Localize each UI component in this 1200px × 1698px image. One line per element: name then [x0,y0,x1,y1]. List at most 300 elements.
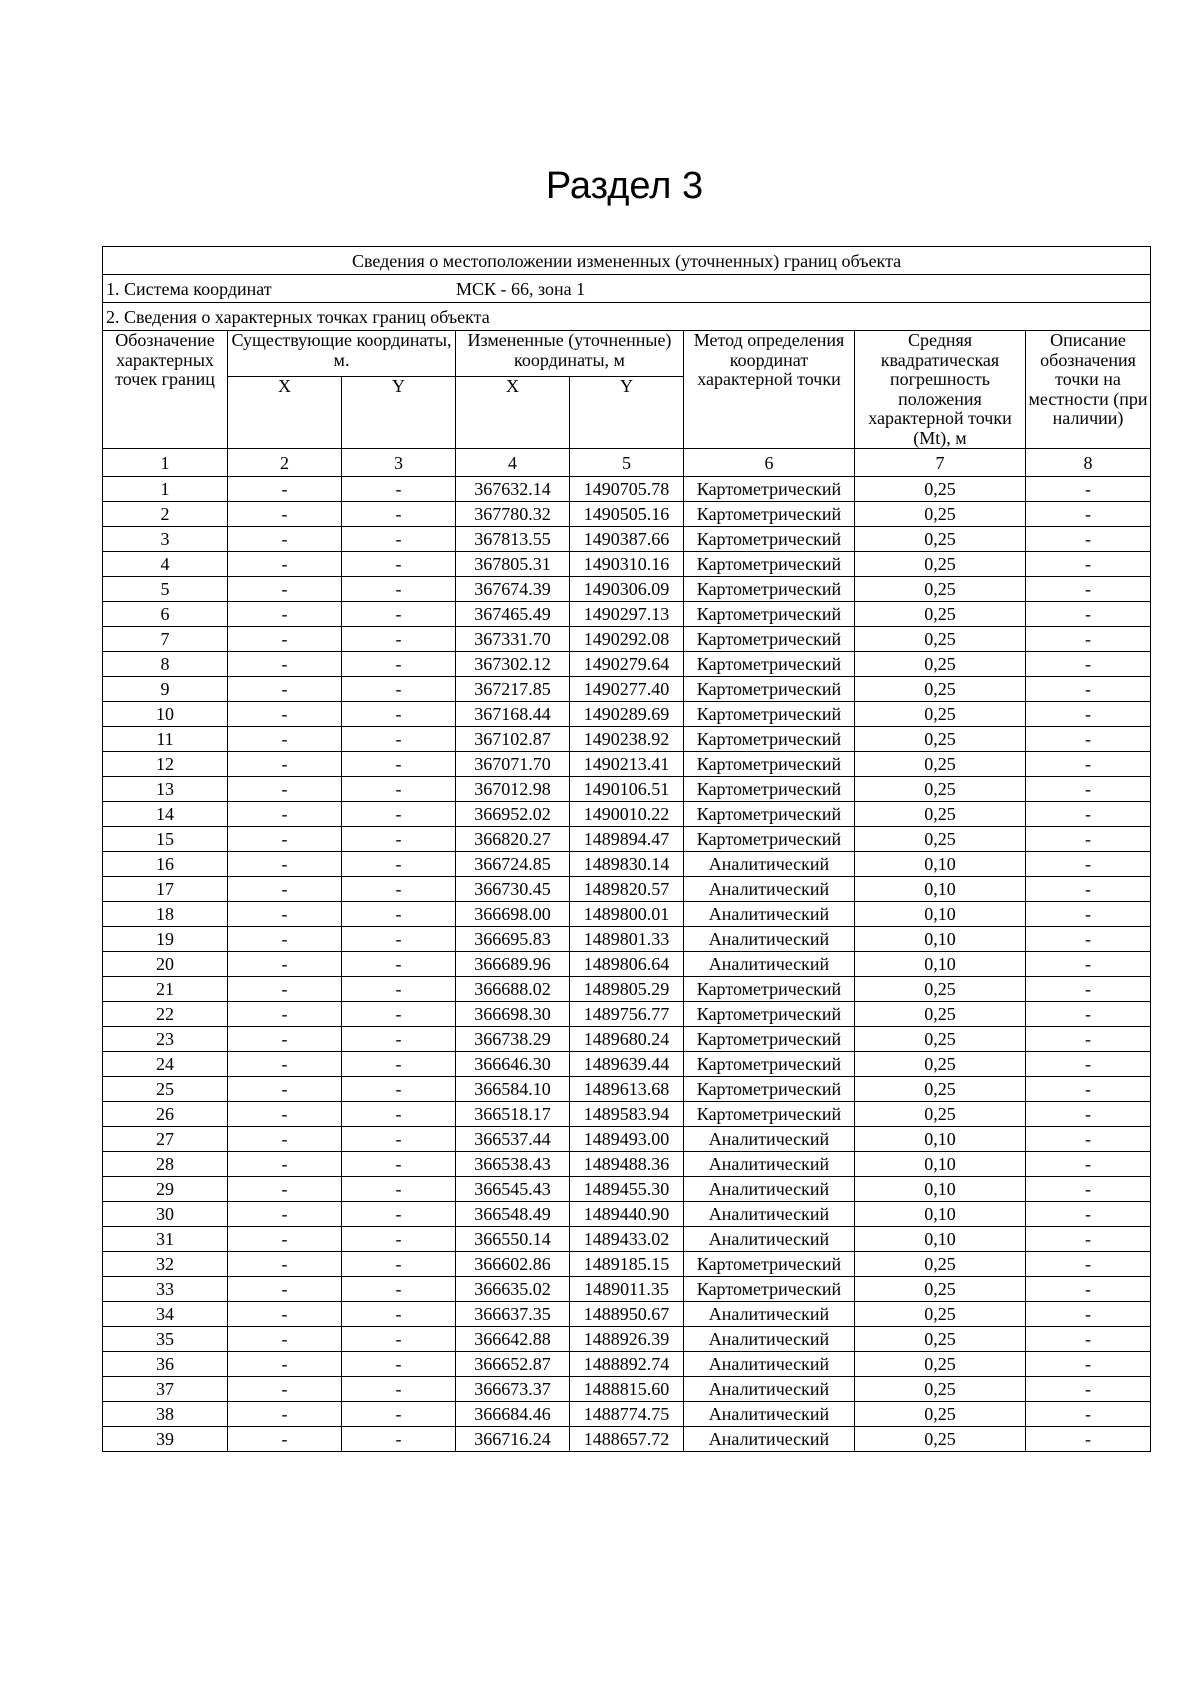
cell-existing-y: - [342,527,456,552]
cell-existing-x: - [228,852,342,877]
cell-description: - [1026,1077,1151,1102]
cell-description: - [1026,527,1151,552]
cell-existing-y: - [342,852,456,877]
cell-existing-x: - [228,477,342,502]
cell-changed-y: 1489680.24 [570,1027,684,1052]
column-number: 1 [103,449,228,477]
cell-point-number: 36 [103,1352,228,1377]
cell-point-number: 35 [103,1327,228,1352]
cell-method: Аналитический [684,1402,855,1427]
cell-description: - [1026,577,1151,602]
cell-method: Аналитический [684,1427,855,1452]
cell-error: 0,25 [855,827,1026,852]
cell-error: 0,10 [855,1127,1026,1152]
cell-changed-y: 1490289.69 [570,702,684,727]
cell-description: - [1026,1027,1151,1052]
cell-description: - [1026,902,1151,927]
cell-changed-y: 1489805.29 [570,977,684,1002]
cell-existing-x: - [228,1002,342,1027]
cell-existing-x: - [228,552,342,577]
cell-point-number: 25 [103,1077,228,1102]
cell-existing-x: - [228,627,342,652]
table-row [103,1177,1151,1202]
cell-description: - [1026,702,1151,727]
cell-point-number: 12 [103,752,228,777]
cell-error: 0,25 [855,552,1026,577]
cell-changed-x: 367780.32 [456,502,570,527]
cell-existing-x: - [228,1127,342,1152]
cell-description: - [1026,877,1151,902]
cell-changed-y: 1489433.02 [570,1227,684,1252]
column-number-row [103,449,1151,477]
cell-existing-y: - [342,1277,456,1302]
cell-changed-y: 1488926.39 [570,1327,684,1352]
column-number: 3 [342,449,456,477]
table-row [103,477,1151,502]
cell-method: Аналитический [684,1377,855,1402]
cell-existing-y: - [342,1302,456,1327]
cell-changed-y: 1490292.08 [570,627,684,652]
cell-existing-x: - [228,1277,342,1302]
cell-existing-y: - [342,552,456,577]
cell-existing-y: - [342,502,456,527]
cell-description: - [1026,977,1151,1002]
cell-method: Картометрический [684,652,855,677]
cell-existing-y: - [342,1177,456,1202]
cell-changed-x: 367217.85 [456,677,570,702]
cell-description: - [1026,627,1151,652]
cell-existing-x: - [228,1427,342,1452]
cell-changed-x: 367012.98 [456,777,570,802]
table-row [103,852,1151,877]
cell-existing-x: - [228,1327,342,1352]
cell-point-number: 5 [103,577,228,602]
header-point-designation: Обозначение характерных точек границ [103,331,228,449]
cell-existing-x: - [228,1177,342,1202]
cell-changed-x: 366537.44 [456,1127,570,1152]
cell-method: Картометрический [684,702,855,727]
cell-existing-x: - [228,702,342,727]
cell-changed-x: 367813.55 [456,527,570,552]
cell-changed-y: 1489488.36 [570,1152,684,1177]
table-row [103,1002,1151,1027]
cell-method: Картометрический [684,552,855,577]
cell-error: 0,10 [855,877,1026,902]
cell-changed-y: 1489583.94 [570,1102,684,1127]
cell-error: 0,10 [855,1152,1026,1177]
cell-description: - [1026,1352,1151,1377]
table-row [103,1127,1151,1152]
cell-point-number: 23 [103,1027,228,1052]
cell-changed-x: 367632.14 [456,477,570,502]
cell-changed-y: 1490213.41 [570,752,684,777]
cell-description: - [1026,1052,1151,1077]
cell-existing-x: - [228,802,342,827]
header-existing-x: X [228,376,342,448]
table-row [103,577,1151,602]
cell-changed-x: 366584.10 [456,1077,570,1102]
table-row [103,1402,1151,1427]
cell-description: - [1026,1302,1151,1327]
cell-existing-x: - [228,1052,342,1077]
cell-description: - [1026,1377,1151,1402]
table-row [103,527,1151,552]
cell-existing-y: - [342,1027,456,1052]
cell-method: Аналитический [684,1177,855,1202]
cell-point-number: 4 [103,552,228,577]
cell-description: - [1026,602,1151,627]
cell-existing-y: - [342,1152,456,1177]
cell-existing-y: - [342,1427,456,1452]
cell-method: Картометрический [684,1002,855,1027]
cell-point-number: 28 [103,1152,228,1177]
header-changed-y: Y [570,376,684,448]
cell-changed-y: 1490306.09 [570,577,684,602]
cell-existing-x: - [228,1402,342,1427]
cell-point-number: 19 [103,927,228,952]
cell-error: 0,10 [855,1177,1026,1202]
cell-description: - [1026,652,1151,677]
cell-existing-y: - [342,1202,456,1227]
column-number: 6 [684,449,855,477]
cell-error: 0,25 [855,1002,1026,1027]
table-row [103,827,1151,852]
cell-changed-x: 367674.39 [456,577,570,602]
cell-method: Картометрический [684,602,855,627]
table-row [103,752,1151,777]
cell-changed-y: 1488774.75 [570,1402,684,1427]
cell-point-number: 29 [103,1177,228,1202]
cell-error: 0,25 [855,1427,1026,1452]
cell-point-number: 22 [103,1002,228,1027]
cell-existing-x: - [228,1102,342,1127]
cell-point-number: 8 [103,652,228,677]
cell-existing-x: - [228,927,342,952]
cell-existing-y: - [342,602,456,627]
column-number: 7 [855,449,1026,477]
cell-existing-y: - [342,1227,456,1252]
cell-existing-y: - [342,1252,456,1277]
table-row [103,552,1151,577]
cell-point-number: 38 [103,1402,228,1427]
table-row [103,927,1151,952]
cell-existing-y: - [342,677,456,702]
cell-existing-y: - [342,977,456,1002]
cell-description: - [1026,1427,1151,1452]
table-row [103,1227,1151,1252]
points-caption: 2. Сведения о характерных точках границ объекта [103,303,1151,331]
cell-existing-x: - [228,502,342,527]
cell-existing-x: - [228,1152,342,1177]
cell-existing-y: - [342,1052,456,1077]
cell-method: Аналитический [684,902,855,927]
header-description: Описание обозначения точки на местности (при наличии) [1026,331,1151,449]
cell-changed-y: 1490279.64 [570,652,684,677]
cell-changed-y: 1490310.16 [570,552,684,577]
cell-existing-x: - [228,527,342,552]
cell-error: 0,25 [855,1027,1026,1052]
cell-changed-y: 1490010.22 [570,802,684,827]
cell-error: 0,25 [855,777,1026,802]
cell-existing-x: - [228,652,342,677]
cell-method: Картометрический [684,802,855,827]
cell-existing-y: - [342,1077,456,1102]
cell-changed-x: 366545.43 [456,1177,570,1202]
cell-point-number: 16 [103,852,228,877]
cell-point-number: 33 [103,1277,228,1302]
cell-existing-y: - [342,652,456,677]
header-method: Метод определения координат характерной точки [684,331,855,449]
cell-error: 0,25 [855,1252,1026,1277]
cell-error: 0,25 [855,602,1026,627]
cell-point-number: 9 [103,677,228,702]
cell-changed-x: 366673.37 [456,1377,570,1402]
cell-description: - [1026,1402,1151,1427]
section-caption-row [103,247,1151,275]
cell-changed-y: 1489493.00 [570,1127,684,1152]
cell-changed-x: 366637.35 [456,1302,570,1327]
cell-existing-x: - [228,1252,342,1277]
cell-error: 0,25 [855,1077,1026,1102]
cell-error: 0,10 [855,952,1026,977]
header-existing-coords: Существующие координаты, м. [228,331,456,377]
coord-system-row [103,275,1151,303]
cell-changed-x: 366635.02 [456,1277,570,1302]
table-row [103,1377,1151,1402]
cell-point-number: 18 [103,902,228,927]
cell-existing-x: - [228,1227,342,1252]
cell-existing-y: - [342,827,456,852]
cell-method: Аналитический [684,852,855,877]
cell-changed-x: 366688.02 [456,977,570,1002]
cell-changed-y: 1489820.57 [570,877,684,902]
cell-changed-x: 366642.88 [456,1327,570,1352]
cell-changed-x: 366820.27 [456,827,570,852]
table-row [103,602,1151,627]
cell-point-number: 1 [103,477,228,502]
cell-point-number: 15 [103,827,228,852]
cell-error: 0,25 [855,1302,1026,1327]
cell-point-number: 14 [103,802,228,827]
cell-changed-x: 366689.96 [456,952,570,977]
table-row [103,1302,1151,1327]
cell-error: 0,25 [855,477,1026,502]
cell-method: Аналитический [684,1302,855,1327]
cell-changed-x: 366548.49 [456,1202,570,1227]
cell-error: 0,25 [855,1377,1026,1402]
cell-method: Картометрический [684,577,855,602]
coord-system-cell [103,275,1151,303]
table-row [103,777,1151,802]
cell-description: - [1026,1102,1151,1127]
cell-changed-x: 367805.31 [456,552,570,577]
cell-existing-x: - [228,1202,342,1227]
cell-existing-y: - [342,627,456,652]
cell-existing-y: - [342,1352,456,1377]
table-row [103,1077,1151,1102]
cell-changed-y: 1489830.14 [570,852,684,877]
cell-point-number: 32 [103,1252,228,1277]
cell-method: Картометрический [684,827,855,852]
column-number: 4 [456,449,570,477]
cell-method: Аналитический [684,1127,855,1152]
cell-method: Картометрический [684,502,855,527]
cell-method: Картометрический [684,477,855,502]
header-changed-x: X [456,376,570,448]
cell-point-number: 27 [103,1127,228,1152]
cell-description: - [1026,477,1151,502]
cell-changed-x: 366738.29 [456,1027,570,1052]
table-row [103,652,1151,677]
cell-existing-y: - [342,727,456,752]
cell-changed-x: 366698.30 [456,1002,570,1027]
cell-existing-x: - [228,1027,342,1052]
cell-error: 0,25 [855,752,1026,777]
cell-changed-x: 366724.85 [456,852,570,877]
cell-error: 0,25 [855,677,1026,702]
cell-error: 0,10 [855,852,1026,877]
cell-error: 0,25 [855,1402,1026,1427]
cell-existing-x: - [228,727,342,752]
cell-method: Картометрический [684,727,855,752]
cell-description: - [1026,1177,1151,1202]
cell-method: Аналитический [684,1352,855,1377]
cell-point-number: 6 [103,602,228,627]
cell-description: - [1026,677,1151,702]
cell-changed-y: 1489613.68 [570,1077,684,1102]
cell-changed-x: 367465.49 [456,602,570,627]
cell-existing-y: - [342,902,456,927]
table-row [103,1027,1151,1052]
cell-changed-x: 366684.46 [456,1402,570,1427]
cell-existing-y: - [342,1402,456,1427]
table-row [103,1102,1151,1127]
cell-existing-x: - [228,777,342,802]
cell-existing-x: - [228,877,342,902]
cell-changed-y: 1489894.47 [570,827,684,852]
cell-method: Картометрический [684,627,855,652]
boundary-points-table [102,246,1151,1452]
cell-existing-x: - [228,1302,342,1327]
cell-changed-x: 367331.70 [456,627,570,652]
cell-existing-x: - [228,1352,342,1377]
cell-point-number: 20 [103,952,228,977]
cell-changed-x: 366550.14 [456,1227,570,1252]
cell-existing-y: - [342,802,456,827]
cell-existing-x: - [228,602,342,627]
cell-error: 0,25 [855,627,1026,652]
table-row [103,1327,1151,1352]
cell-changed-x: 366716.24 [456,1427,570,1452]
cell-method: Картометрический [684,1052,855,1077]
cell-method: Картометрический [684,977,855,1002]
table-row [103,802,1151,827]
cell-method: Картометрический [684,1277,855,1302]
cell-description: - [1026,1127,1151,1152]
cell-changed-y: 1489011.35 [570,1277,684,1302]
table-row [103,1427,1151,1452]
cell-method: Аналитический [684,1227,855,1252]
cell-description: - [1026,952,1151,977]
cell-changed-x: 366698.00 [456,902,570,927]
cell-changed-x: 367302.12 [456,652,570,677]
cell-existing-y: - [342,752,456,777]
cell-changed-y: 1489806.64 [570,952,684,977]
cell-existing-x: - [228,827,342,852]
cell-error: 0,25 [855,977,1026,1002]
cell-existing-y: - [342,477,456,502]
table-row [103,877,1151,902]
cell-error: 0,25 [855,1052,1026,1077]
cell-point-number: 3 [103,527,228,552]
cell-changed-y: 1489801.33 [570,927,684,952]
cell-existing-x: - [228,1377,342,1402]
cell-changed-y: 1489756.77 [570,1002,684,1027]
cell-point-number: 24 [103,1052,228,1077]
table-row [103,1352,1151,1377]
table-row [103,627,1151,652]
cell-description: - [1026,552,1151,577]
cell-existing-y: - [342,1127,456,1152]
cell-existing-y: - [342,952,456,977]
cell-existing-x: - [228,977,342,1002]
cell-point-number: 34 [103,1302,228,1327]
table-row [103,677,1151,702]
cell-changed-y: 1490705.78 [570,477,684,502]
cell-changed-y: 1488892.74 [570,1352,684,1377]
cell-changed-x: 366695.83 [456,927,570,952]
cell-method: Картометрический [684,527,855,552]
cell-method: Картометрический [684,752,855,777]
cell-point-number: 10 [103,702,228,727]
page-title: Раздел 3 [545,165,704,207]
cell-existing-x: - [228,577,342,602]
cell-changed-y: 1488815.60 [570,1377,684,1402]
cell-existing-y: - [342,577,456,602]
cell-error: 0,25 [855,1102,1026,1127]
header-existing-y: Y [342,376,456,448]
cell-existing-y: - [342,1377,456,1402]
cell-changed-x: 367102.87 [456,727,570,752]
cell-changed-x: 366538.43 [456,1152,570,1177]
cell-error: 0,25 [855,1277,1026,1302]
cell-changed-y: 1489185.15 [570,1252,684,1277]
cell-method: Аналитический [684,952,855,977]
cell-method: Аналитический [684,1152,855,1177]
cell-description: - [1026,752,1151,777]
table-row [103,977,1151,1002]
column-number: 5 [570,449,684,477]
cell-changed-y: 1489440.90 [570,1202,684,1227]
cell-changed-x: 366518.17 [456,1102,570,1127]
cell-changed-x: 366646.30 [456,1052,570,1077]
cell-existing-y: - [342,1002,456,1027]
cell-existing-x: - [228,902,342,927]
table-row [103,502,1151,527]
cell-method: Аналитический [684,877,855,902]
cell-method: Аналитический [684,1327,855,1352]
cell-description: - [1026,1277,1151,1302]
cell-error: 0,25 [855,1352,1026,1377]
cell-method: Картометрический [684,1077,855,1102]
header-error: Средняя квадратическая погрешность положения характерной точки (Mt), м [855,331,1026,449]
cell-point-number: 31 [103,1227,228,1252]
cell-changed-y: 1490387.66 [570,527,684,552]
cell-point-number: 11 [103,727,228,752]
cell-method: Картометрический [684,1027,855,1052]
cell-description: - [1026,852,1151,877]
header-row-1 [103,331,1151,377]
